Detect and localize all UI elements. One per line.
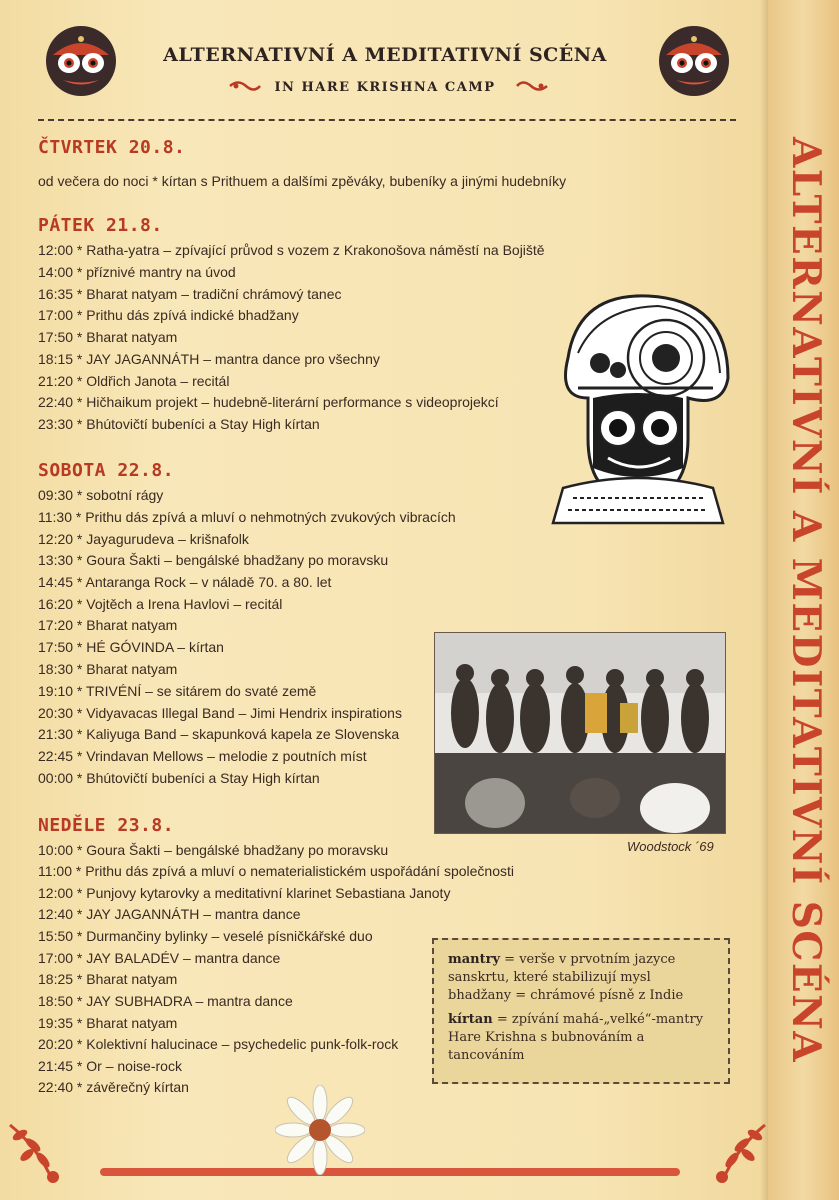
flourish-left-icon [228,79,262,93]
program-line: 13:30 * Goura Šakti – bengálské bhadžany po moravsku [38,552,389,568]
deity-illustration [538,288,738,528]
glossary-box [432,938,730,1084]
program-line: od večera do noci * kírtan s Prithuem a dalšími zpěváky, bubeníky a jinými hudebníky [38,173,567,189]
program-line: 18:25 * Bharat natyam [38,971,178,987]
glossary-mantry [448,951,716,1005]
glossary-def-kirtan: = zpívání mahá-„velké“-mantry Hare Krishna s bubnováním a tancováním [448,1012,704,1063]
glossary-def-bhadzany: bhadžany = chrámové písně z Indie [448,988,684,1003]
program-line: 21:30 * Kaliyuga Band – skapunková kapela ze Slovenska [38,726,400,742]
program-line: 11:30 * Prithu dás zpívá a mluví o nehmotných zvukových vibracích [38,509,456,525]
program-line: 23:30 * Bhútovičtí bubeníci a Stay High kírtan [38,416,320,432]
day-heading-saturday: SOBOTA 22.8. [38,460,175,481]
program-line: 16:20 * Vojtěch a Irena Havlovi – recitál [38,596,283,612]
program-line: 17:50 * Bharat natyam [38,329,178,345]
flourish-right-icon [515,79,549,93]
program-line: 19:35 * Bharat natyam [38,1015,178,1031]
glossary-term-kirtan: kírtan [448,1012,493,1027]
program-line: 14:00 * příznivé mantry na úvod [38,264,236,280]
program-line: 10:00 * Goura Šakti – bengálské bhadžany po moravsku [38,842,389,858]
program-line: 17:50 * HÉ GÓVINDA – kírtan [38,639,224,655]
program-line: 20:30 * Vidyavacas Illegal Band – Jimi Hendrix inspirations [38,705,402,721]
program-line: 22:40 * Hičhaikum projekt – hudebně-literární performance s videoprojekcí [38,394,499,410]
daisy-flower-icon [275,1085,365,1175]
program-line: 20:20 * Kolektivní halucinace – psychedelic punk-folk-rock [38,1036,399,1052]
program-line: 11:00 * Prithu dás zpívá a mluví o nematerialistickém uspořádání společnosti [38,863,514,879]
photo-caption: Woodstock ´69 [627,839,714,854]
program-line: 12:20 * Jayagurudeva – krišnafolk [38,531,249,547]
program-line: 18:50 * JAY SUBHADRA – mantra dance [38,993,293,1009]
program-line: 18:30 * Bharat natyam [38,661,178,677]
day-heading-sunday: NEDĚLE 23.8. [38,815,175,836]
program-line: 21:45 * Or – noise-rock [38,1058,182,1074]
program-line: 21:20 * Oldřich Janota – recitál [38,373,230,389]
day-heading-friday: PÁTEK 21.8. [38,215,163,236]
program-line: 15:50 * Durmančiny bylinky – veselé písničkářské duo [38,928,373,944]
program-line: 22:40 * závěrečný kírtan [38,1079,189,1095]
program-line: 12:00 * Punjovy kytarovky a meditativní klarinet Sebastiana Janoty [38,885,451,901]
program-line: 12:40 * JAY JAGANNÁTH – mantra dance [38,906,301,922]
bottom-rule [100,1168,680,1176]
program-line: 19:10 * TRIVÉNÍ – se sitárem do svaté země [38,683,317,699]
side-title: ALTERNATIVNÍ A MEDITATIVNÍ SCÉNA [783,136,829,1064]
program-line: 14:45 * Antaranga Rock – v náladě 70. a 80. let [38,574,332,590]
program-line: 16:35 * Bharat natyam – tradiční chrámový tanec [38,286,342,302]
program-line: 17:20 * Bharat natyam [38,617,178,633]
jagannath-mask-right-icon [658,25,730,97]
program-line: 17:00 * Prithu dás zpívá indické bhadžany [38,307,299,323]
glossary-def-mantry: = verše v prvotním jazyce sanskrtu, které stabilizují mysl [448,952,676,985]
program-line: 12:00 * Ratha-yatra – zpívající průvod s vozem z Krakonošova náměstí na Bojiště [38,242,545,258]
header-divider [38,119,736,121]
program-line: 17:00 * JAY BALADÉV – mantra dance [38,950,281,966]
program-line: 00:00 * Bhútovičtí bubeníci a Stay High kírtan [38,770,320,786]
page-subtitle: IN HARE KRISHNA CAMP [274,80,496,95]
floral-ornament-right-icon [700,1115,770,1185]
woodstock-photo [434,632,726,834]
program-line: 18:15 * JAY JAGANNÁTH – mantra dance pro všechny [38,351,380,367]
day-heading-thursday: ČTVRTEK 20.8. [38,137,186,158]
page-title: ALTERNATIVNÍ A MEDITATIVNÍ SCÉNA [163,44,607,66]
floral-ornament-left-icon [5,1115,75,1185]
program-line: 09:30 * sobotní rágy [38,487,164,503]
glossary-kirtan [448,1011,716,1065]
program-line: 22:45 * Vrindavan Mellows – melodie z poutních míst [38,748,367,764]
jagannath-mask-left-icon [45,25,117,97]
glossary-term-mantry: mantry [448,952,501,967]
